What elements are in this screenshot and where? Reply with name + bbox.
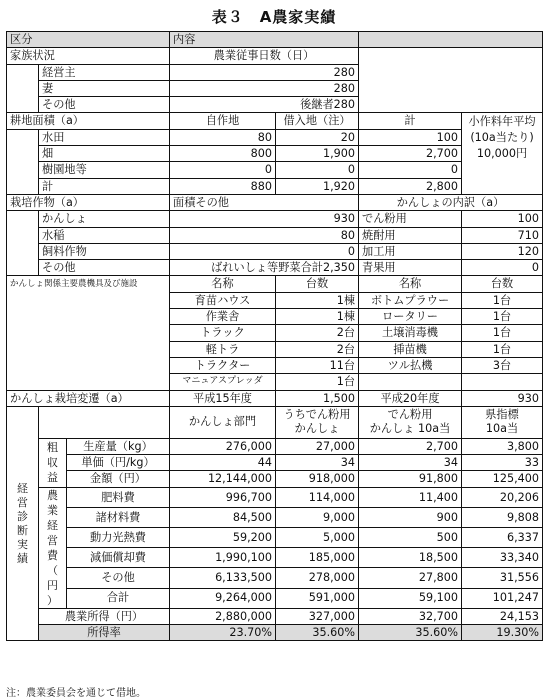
table-row: 粗 収 益 生産量（kg） 276,000 27,000 2,700 3,800 [7, 438, 543, 454]
table-row: 計 880 1,920 2,800 [7, 178, 543, 194]
table-row: 妻 280 [7, 80, 543, 96]
machinery-header-row: かんしょ関係主要農機具及び施設 名称 台数 名称 台数 [7, 276, 543, 292]
table-row: 単価（円/kg） 44 34 34 33 [7, 455, 543, 471]
land-header-row: 耕地面積（a） 自作地 借入地（注） 計 小作料年平均 [7, 113, 543, 129]
diag-header-row: 経 営 診 断 実 績 かんしょ部門 うちでん粉用 かんしょ でん粉用 かんしょ 10a当 県指標 10a当 [7, 406, 543, 438]
table-row: 水田 80 20 100 (10a当たり) [7, 129, 543, 145]
rent-header: 小作料年平均 [462, 113, 543, 129]
crops-label: 栽培作物（a） [7, 194, 170, 210]
table-row: 合計 9,264,000 591,000 59,100 101,247 [7, 588, 543, 608]
farm-results-table [6, 31, 543, 641]
family-blank [359, 48, 543, 113]
machinery-label: かんしょ関係主要農機具及び施設 [7, 276, 170, 292]
table-row: 動力光熱費 59,200 5,000 500 6,337 [7, 528, 543, 548]
ratio-row: 所得率 23.70% 35.60% 35.60% 19.30% [7, 625, 543, 641]
header-row [7, 32, 543, 48]
table-row: トラクター 11台 ツル払機 3台 [7, 357, 543, 373]
family-days-header: 農業従事日数（日） [170, 48, 359, 64]
transition-row: かんしょ栽培変遷（a） 平成15年度 1,500 平成20年度 930 [7, 390, 543, 406]
footnote: 注：農業委員会を通じて借地。 [6, 688, 146, 699]
table-row: 作業舎 1棟 ロータリー 1台 [7, 309, 543, 325]
table-row: 金額（円） 12,144,000 918,000 91,800 125,400 [7, 471, 543, 487]
table-row: その他 後継者280 [7, 97, 543, 113]
table-row: 軽トラ 2台 挿苗機 1台 [7, 341, 543, 357]
table-row: 農 業 経 営 費 （ 円 ） 肥料費 996,700 114,000 11,400 20,206 [7, 487, 543, 507]
table-row: 飼料作物 0 加工用 120 [7, 243, 543, 259]
diag-label: 経 営 診 断 実 績 [7, 406, 39, 640]
table-row: 減価償却費 1,990,100 185,000 18,500 33,340 [7, 548, 543, 568]
income-row: 農業所得（円） 2,880,000 327,000 32,700 24,153 [7, 608, 543, 624]
crops-header-row: 栽培作物（a） 面積その他 かんしょの内訳（a） [7, 194, 543, 210]
table-title: 表３ A農家実績 [211, 8, 337, 26]
rent-value: 10,000円 [462, 146, 543, 162]
table-row: マニュアスプレッダ 1台 [7, 374, 543, 390]
family-label: 家族状況 [7, 48, 170, 64]
header-content: 内容 [170, 32, 359, 48]
transition-label: かんしょ栽培変遷（a） [7, 390, 170, 406]
cost-label: 農 業 経 営 費 （ 円 ） [39, 487, 67, 608]
table-row: 樹園地等 0 0 0 [7, 162, 543, 178]
table-row: 育苗ハウス 1棟 ボトムプラウー 1台 [7, 292, 543, 308]
table-row: トラック 2台 土壌消毒機 1台 [7, 325, 543, 341]
table-row: 畑 800 1,900 2,700 10,000円 [7, 146, 543, 162]
rent-note: (10a当たり) [462, 129, 543, 145]
table-row: 諸材料費 84,500 9,000 900 9,808 [7, 507, 543, 527]
table-row: 経営主 280 [7, 64, 543, 80]
header-blank [359, 32, 543, 48]
table-row: かんしょ 930 でん粉用 100 [7, 211, 543, 227]
table-row: その他 6,133,500 278,000 27,800 31,556 [7, 568, 543, 588]
table-row: 水稲 80 焼酎用 710 [7, 227, 543, 243]
header-category: 区分 [7, 32, 170, 48]
gross-label: 粗 収 益 [39, 438, 67, 487]
land-label: 耕地面積（a） [7, 113, 170, 129]
family-header-row [7, 48, 543, 64]
table-row: その他 ばれいしょ等野菜合計2,350 青果用 0 [7, 260, 543, 276]
